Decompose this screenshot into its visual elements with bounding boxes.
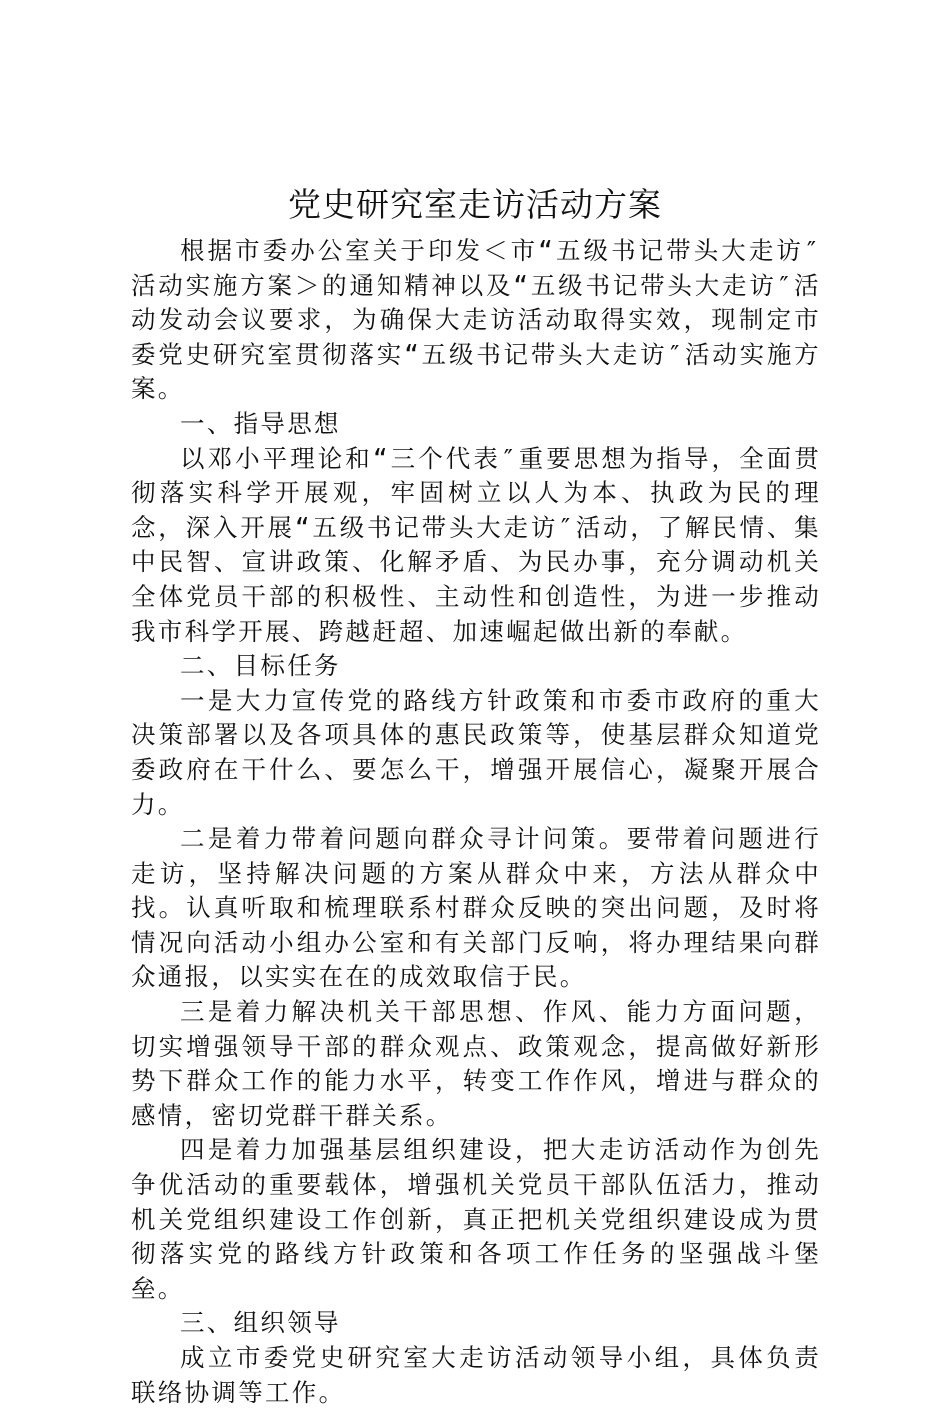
- intro-paragraph: 根据市委办公室关于印发＜市“五级书记带头大走访″活动实施方案＞的通知精神以及“五级书记带头大走访″活动发动会议要求，为确保大走访活动取得实效，现制定市委党史研究室贯彻落实“五级书记带头大走访″活动实施方案。: [131, 236, 821, 404]
- paragraph-task-two: 二是着力带着问题向群众寻计问策。要带着问题进行走访，坚持解决问题的方案从群众中来，方法从群众中找。认真听取和梳理联系村群众反映的突出问题，及时将情况向活动小组办公室和有关部门反响，将办理结果向群众通报，以实实在在的成效取信于民。: [131, 824, 821, 992]
- section-heading-organization: 三、组织领导: [180, 1308, 341, 1338]
- section-heading-goals-tasks: 二、目标任务: [180, 651, 341, 681]
- paragraph-organization: 成立市委党史研究室大走访活动领导小组，具体负责联络协调等工作。: [131, 1343, 821, 1407]
- paragraph-guiding-ideology: 以邓小平理论和“三个代表″重要思想为指导，全面贯彻落实科学开展观，牢固树立以人为本、执政为民的理念，深入开展“五级书记带头大走访″活动，了解民情、集中民智、宣讲政策、化解矛盾、为民办事，充分调动机关全体党员干部的积极性、主动性和创造性，为进一步推动我市科学开展、跨越赶超、加速崛起做出新的奉献。: [131, 443, 821, 646]
- paragraph-task-one: 一是大力宣传党的路线方针政策和市委市政府的重大决策部署以及各项具体的惠民政策等，使基层群众知道党委政府在干什么、要怎么干，增强开展信心，凝聚开展合力。: [131, 685, 821, 819]
- document-body: [131, 234, 821, 1410]
- paragraph-task-four: 四是着力加强基层组织建设，把大走访活动作为创先争优活动的重要载体，增强机关党员干部队伍活力，推动机关党组织建设工作创新，真正把机关党组织建设成为贯彻落实党的路线方针政策和各项工作任务的坚强战斗堡垒。: [131, 1135, 821, 1303]
- document-title: 党史研究室走访活动方案: [288, 185, 662, 224]
- paragraph-task-three: 三是着力解决机关干部思想、作风、能力方面问题，切实增强领导干部的群众观点、政策观念，提高做好新形势下群众工作的能力水平，转变工作作风，增进与群众的感情，密切党群干群关系。: [131, 997, 821, 1130]
- section-heading-guiding-ideology: 一、指导思想: [180, 408, 341, 438]
